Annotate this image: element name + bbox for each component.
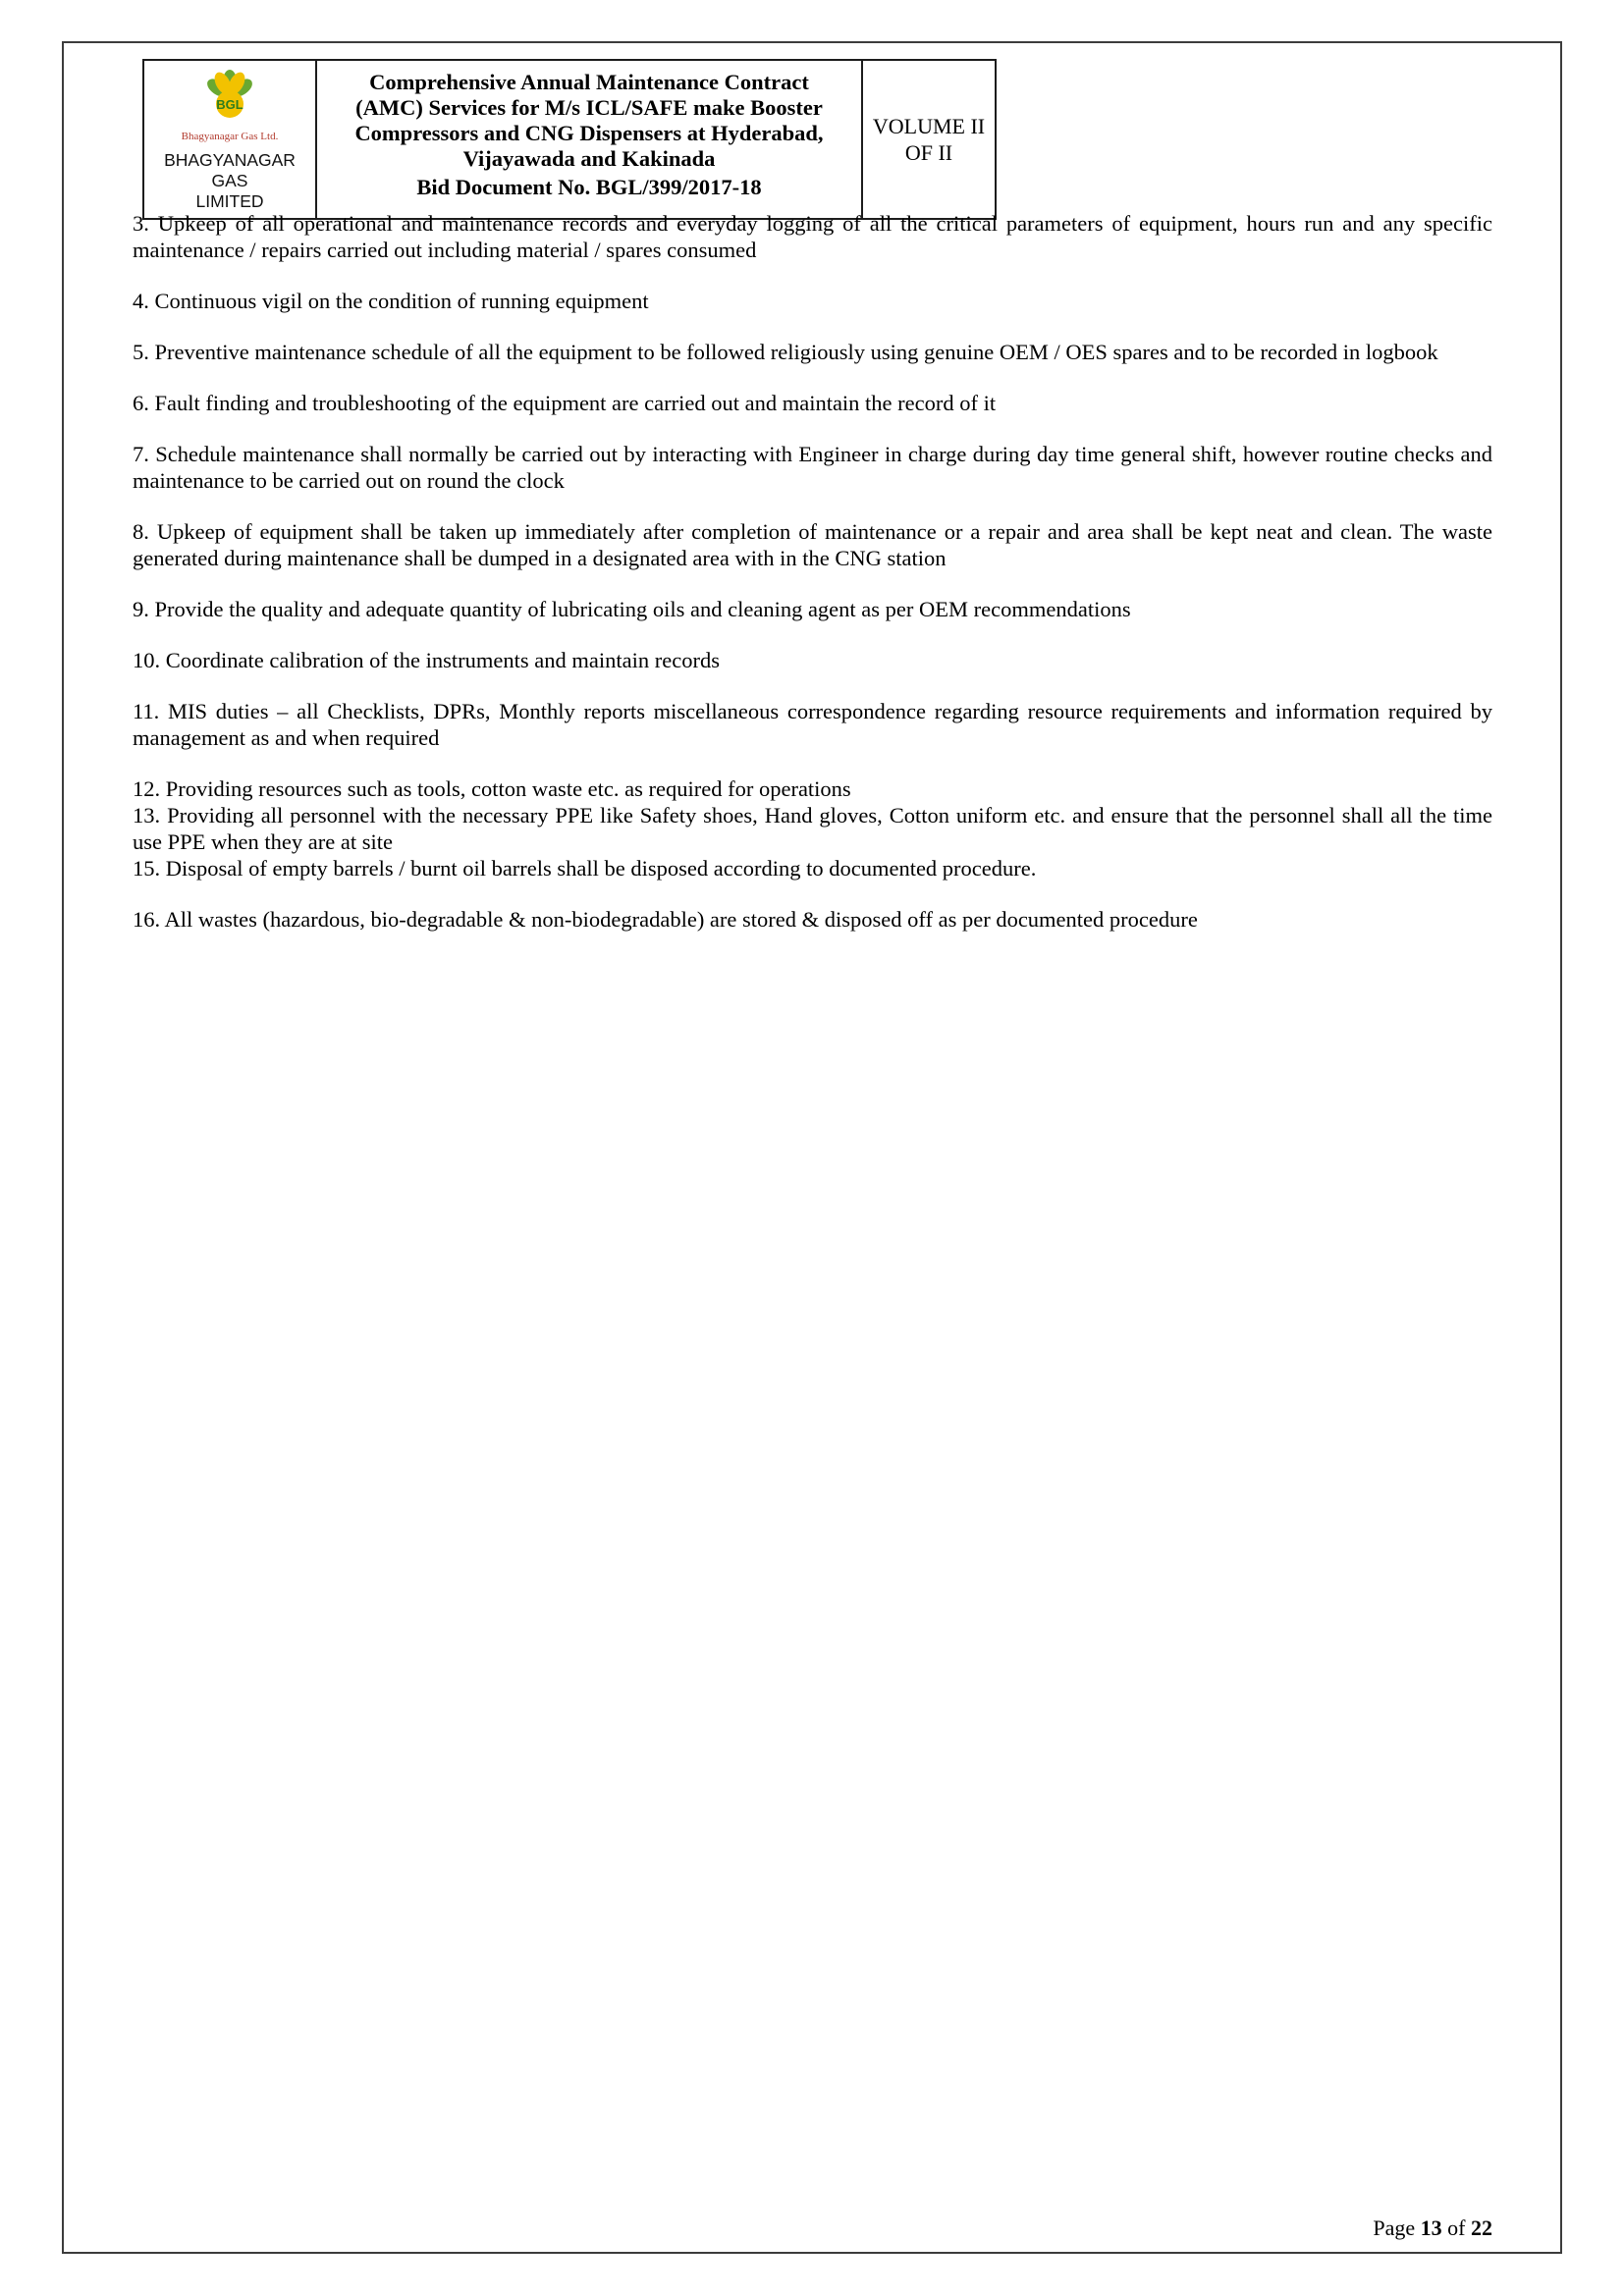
paragraph-item-13: 13. Providing all personnel with the necessary PPE like Safety shoes, Hand gloves, Cotton uniform etc. and ensure that the personnel shall all the time use PPE when they are at site <box>133 803 1492 854</box>
paragraph-item-9: 9. Provide the quality and adequate quantity of lubricating oils and cleaning agent as per OEM recommendations <box>133 597 1131 621</box>
paragraph-item-4: 4. Continuous vigil on the condition of running equipment <box>133 289 649 313</box>
volume-label-line2: OF II <box>904 140 953 165</box>
document-header-table <box>142 59 997 220</box>
paragraph-item-8: 8. Upkeep of equipment shall be taken up immediately after completion of maintenance or a repair and area shall be kept neat and clean. The waste generated during maintenance shall be dumped in a designated area with in the CNG station <box>133 519 1492 570</box>
paragraph-item-6: 6. Fault finding and troubleshooting of the equipment are carried out and maintain the record of it <box>133 391 997 415</box>
volume-label-line1: VOLUME II <box>872 114 986 138</box>
company-name-line2: LIMITED <box>195 191 264 211</box>
bid-document-number: Bid Document No. BGL/399/2017-18 <box>416 175 762 199</box>
document-title-line: Comprehensive Annual Maintenance Contract <box>369 70 809 94</box>
logo-caption: Bhagyanagar Gas Ltd. <box>181 131 279 142</box>
paragraph-item-10: 10. Coordinate calibration of the instruments and maintain records <box>133 648 720 672</box>
footer-page-number: 13 <box>1420 2216 1442 2240</box>
paragraph-item-15: 15. Disposal of empty barrels / burnt oil barrels shall be disposed according to documented procedure. <box>133 856 1037 881</box>
header-volume-cell <box>863 61 995 218</box>
footer-page-prefix: Page <box>1373 2216 1421 2240</box>
page-footer <box>1373 2216 1492 2241</box>
document-title-line: (AMC) Services for M/s ICL/SAFE make Booster <box>355 95 823 120</box>
logo-monogram: BGL <box>216 97 244 112</box>
header-logo-cell <box>144 61 317 218</box>
paragraph-item-7: 7. Schedule maintenance shall normally be carried out by interacting with Engineer in charge during day time general shift, however routine checks and maintenance to be carried out on round the clock <box>133 442 1492 493</box>
paragraph-item-3: 3. Upkeep of all operational and maintenance records and everyday logging of all the critical parameters of equipment, hours run and any specific maintenance / repairs carried out including material / spares consumed <box>133 211 1492 262</box>
company-name <box>148 150 311 212</box>
paragraph-item-5: 5. Preventive maintenance schedule of all the equipment to be followed religiously using genuine OEM / OES spares and to be recorded in logbook <box>133 340 1438 364</box>
footer-total-pages: 22 <box>1471 2216 1492 2240</box>
company-name-line1: BHAGYANAGAR GAS <box>164 150 296 190</box>
document-title-line: Compressors and CNG Dispensers at Hyderabad, <box>354 121 824 145</box>
company-logo-icon <box>188 69 272 130</box>
document-body <box>133 210 1492 957</box>
paragraph-item-12: 12. Providing resources such as tools, cotton waste etc. as required for operations <box>133 776 851 801</box>
paragraph-item-11: 11. MIS duties – all Checklists, DPRs, Monthly reports miscellaneous correspondence regarding resource requirements and information required by management as and when required <box>133 699 1492 750</box>
document-title-line: Vijayawada and Kakinada <box>462 146 716 171</box>
header-title-cell <box>317 61 863 218</box>
footer-page-separator: of <box>1441 2216 1471 2240</box>
paragraph-item-16: 16. All wastes (hazardous, bio-degradable & non-biodegradable) are stored & disposed off as per documented procedure <box>133 907 1198 932</box>
